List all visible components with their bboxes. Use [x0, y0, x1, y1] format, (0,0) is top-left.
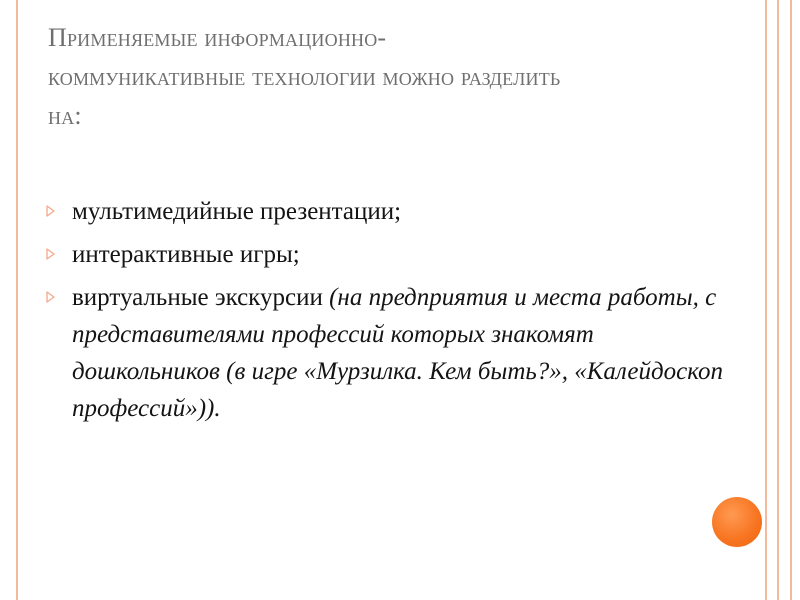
right-frame-line-1 [765, 0, 767, 600]
bullet-icon [46, 205, 56, 217]
title-line-1: Применяемые информационно- [48, 23, 387, 52]
right-frame-line-3 [790, 0, 792, 600]
list-item [42, 236, 742, 273]
bullet-text: виртуальные экскурсии [72, 284, 330, 311]
bullet-italic-text: (на предприятия и места работы, с представителями профессий которых знакомят дошкольников (в игре «Мурзилка. Кем быть?», «Калейдоскоп профессий»)). [72, 284, 723, 422]
bullet-text: мультимедийные презентации; [72, 198, 402, 225]
title-line-3: на: [48, 101, 82, 130]
list-item [42, 279, 742, 427]
bullet-icon [46, 248, 56, 260]
slide-title [48, 18, 728, 135]
orange-circle-decoration [712, 497, 762, 547]
title-line-2: коммуникативные технологии можно разделить [48, 62, 561, 91]
right-frame-line-2 [777, 0, 779, 600]
left-frame-line [16, 0, 18, 600]
bullet-list [42, 193, 742, 433]
bullet-text: интерактивные игры; [72, 241, 300, 268]
bullet-icon [46, 291, 56, 303]
list-item [42, 193, 742, 230]
